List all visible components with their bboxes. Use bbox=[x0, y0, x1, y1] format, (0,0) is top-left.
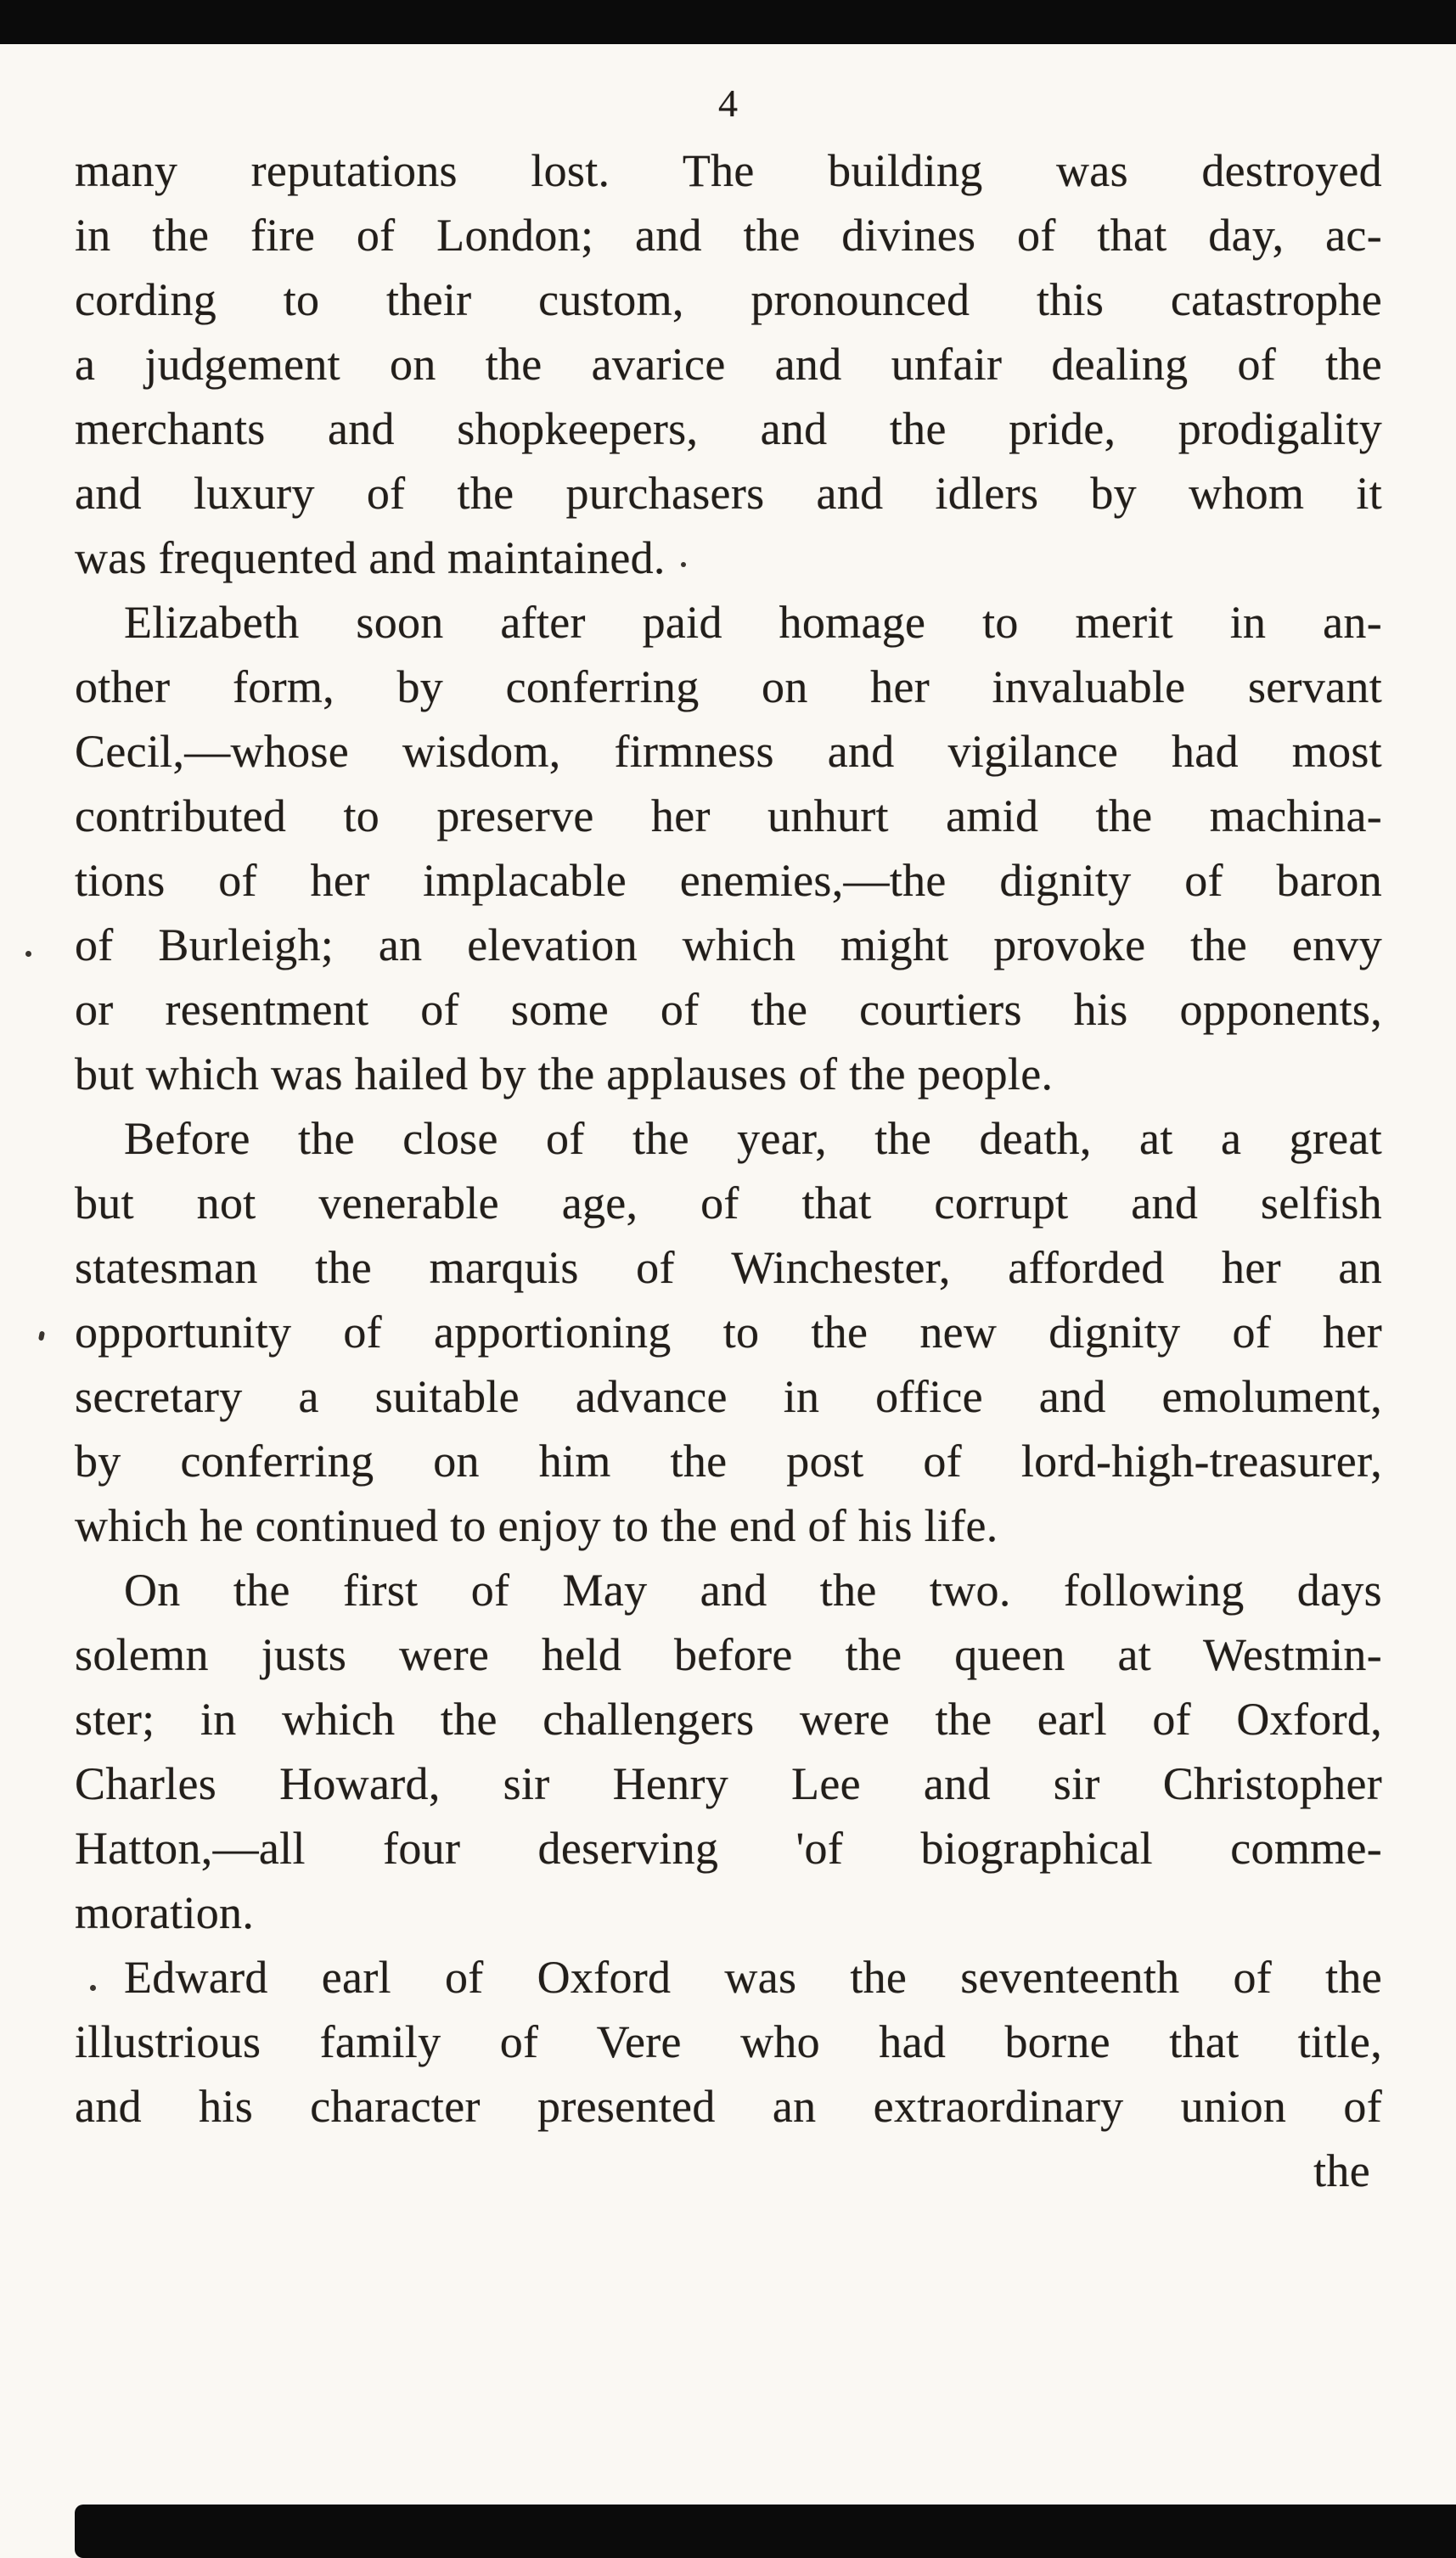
text-line: ster; in which the challengers were the earl of Oxford, bbox=[75, 1694, 1382, 1745]
paragraph bbox=[75, 1945, 1382, 2139]
text-line: moration. bbox=[75, 1887, 255, 1938]
scan-edge-top-bar bbox=[0, 0, 1456, 44]
ink-speck bbox=[38, 1330, 45, 1341]
text-line: by conferring on him the post of lord-high-treasurer, bbox=[75, 1436, 1382, 1487]
paragraph bbox=[75, 590, 1382, 1106]
paragraph bbox=[75, 138, 1382, 590]
text-line: illustrious family of Vere who had borne that title, bbox=[75, 2016, 1382, 2067]
text-line: tions of her implacable enemies,—the dignity of baron bbox=[75, 855, 1382, 906]
text-line: and his character presented an extraordinary union of bbox=[75, 2081, 1382, 2132]
text-line: cording to their custom, pronounced this catastrophe bbox=[75, 274, 1382, 325]
text-line: Charles Howard, sir Henry Lee and sir Christopher bbox=[75, 1758, 1382, 1809]
scan-edge-bottom-bar bbox=[75, 2505, 1456, 2558]
page-number: 4 bbox=[718, 82, 739, 125]
text-line: which he continued to enjoy to the end of his life. bbox=[75, 1500, 998, 1551]
text-line: was frequented and maintained. bbox=[75, 532, 666, 583]
text-line: but which was hailed by the applauses of the people. bbox=[75, 1048, 1054, 1099]
text-line: but not venerable age, of that corrupt and selfish bbox=[75, 1178, 1382, 1228]
text-line: solemn justs were held before the queen at Westmin- bbox=[75, 1629, 1382, 1680]
text-line: statesman the marquis of Winchester, afforded her an bbox=[75, 1242, 1382, 1293]
text-line: merchants and shopkeepers, and the pride, prodigality bbox=[75, 403, 1382, 454]
ink-speck bbox=[681, 562, 686, 567]
text-line: contributed to preserve her unhurt amid the machina- bbox=[75, 790, 1382, 841]
paragraph bbox=[75, 1558, 1382, 1945]
text-line: and luxury of the purchasers and idlers by whom it bbox=[75, 468, 1382, 519]
text-line: On the first of May and the two. following days bbox=[124, 1565, 1382, 1616]
text-line: of Burleigh; an elevation which might provoke the envy bbox=[75, 919, 1382, 970]
text-line: many reputations lost. The building was destroyed bbox=[75, 145, 1382, 196]
text-line: or resentment of some of the courtiers his opponents, bbox=[75, 984, 1382, 1035]
text-block bbox=[75, 138, 1382, 2203]
text-line: secretary a suitable advance in office and emolument, bbox=[75, 1371, 1382, 1422]
catchword: the bbox=[1313, 2145, 1370, 2196]
ink-speck bbox=[90, 1985, 96, 1991]
text-line: Cecil,—whose wisdom, firmness and vigilance had most bbox=[75, 726, 1382, 777]
text-line: Hatton,—all four deserving 'of biographical comme- bbox=[75, 1823, 1382, 1874]
paragraphs-container bbox=[75, 138, 1382, 2139]
text-line: opportunity of apportioning to the new dignity of her bbox=[75, 1307, 1382, 1358]
paragraph bbox=[75, 1106, 1382, 1558]
text-line: Edward earl of Oxford was the seventeenth of the bbox=[124, 1952, 1382, 2003]
text-line: a judgement on the avarice and unfair dealing of the bbox=[75, 339, 1382, 390]
text-line: other form, by conferring on her invaluable servant bbox=[75, 661, 1382, 712]
ink-speck bbox=[25, 951, 31, 957]
text-line: in the fire of London; and the divines of that day, ac- bbox=[75, 210, 1382, 261]
text-line: Elizabeth soon after paid homage to merit in an- bbox=[124, 597, 1382, 648]
text-line: Before the close of the year, the death, at a great bbox=[124, 1113, 1382, 1164]
